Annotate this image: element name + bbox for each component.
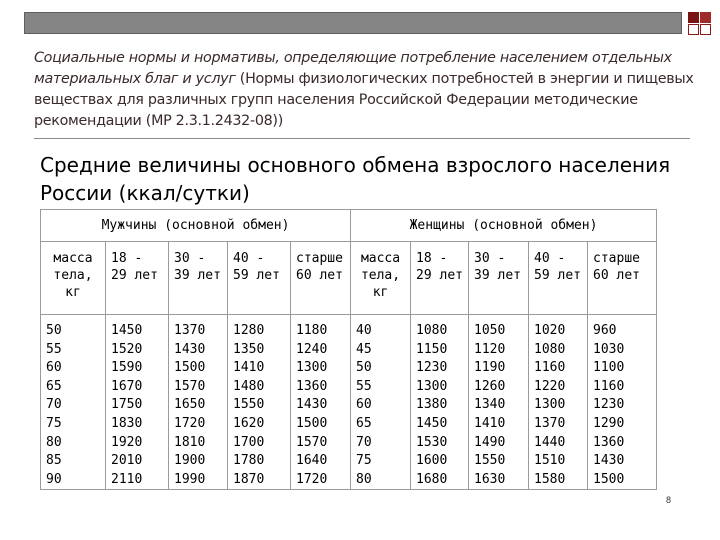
column-header: старше 60 лет bbox=[291, 242, 351, 315]
column-header: масса тела, кг bbox=[351, 242, 411, 315]
women-group-header: Женщины (основной обмен) bbox=[351, 210, 657, 242]
column-header: 18 - 29 лет bbox=[106, 242, 169, 315]
women-30-39-values: 1050 1120 1190 1260 1340 1410 1490 1550 1630 bbox=[469, 315, 529, 490]
page-number: 8 bbox=[666, 495, 672, 505]
men-30-39-values: 1370 1430 1500 1570 1650 1720 1810 1900 1990 bbox=[169, 315, 228, 490]
column-header: 30 - 39 лет bbox=[169, 242, 228, 315]
slide-top-bar bbox=[24, 12, 682, 34]
column-header: масса тела, кг bbox=[41, 242, 106, 315]
decor-square bbox=[700, 24, 711, 35]
men-group-header: Мужчины (основной обмен) bbox=[41, 210, 351, 242]
column-header: старше 60 лет bbox=[588, 242, 657, 315]
page-title: Средние величины основного обмена взрослого населения России (ккал/сутки) bbox=[40, 153, 671, 205]
metabolism-table bbox=[40, 209, 657, 490]
women-60plus-values: 960 1030 1100 1160 1230 1290 1360 1430 1500 bbox=[588, 315, 657, 490]
decor-square bbox=[700, 12, 711, 23]
decor-square bbox=[688, 24, 699, 35]
men-40-59-values: 1280 1350 1410 1480 1550 1620 1700 1780 1870 bbox=[228, 315, 291, 490]
men-mass-values: 50 55 60 65 70 75 80 85 90 bbox=[41, 315, 106, 490]
column-header: 30 - 39 лет bbox=[469, 242, 529, 315]
intro-italic: Социальные нормы и нормативы, определяющие потребление населением отдельных материальных благ и услуг bbox=[34, 50, 672, 87]
table-row bbox=[41, 315, 657, 490]
men-18-29-values: 1450 1520 1590 1670 1750 1830 1920 2010 2110 bbox=[106, 315, 169, 490]
women-mass-values: 40 45 50 55 60 65 70 75 80 bbox=[351, 315, 411, 490]
column-header: 40 - 59 лет bbox=[228, 242, 291, 315]
column-header: 40 - 59 лет bbox=[529, 242, 588, 315]
intro-rest: (Нормы физиологических потребностей в энергии и пищевых веществах для различных групп населения Российской Федерации методические рекомендации (МР 2.3.1.2432-08)) bbox=[34, 71, 694, 129]
men-60plus-values: 1180 1240 1300 1360 1430 1500 1570 1640 1720 bbox=[291, 315, 351, 490]
decor-square bbox=[688, 12, 699, 23]
column-header: 18 - 29 лет bbox=[411, 242, 469, 315]
women-40-59-values: 1020 1080 1160 1220 1300 1370 1440 1510 1580 bbox=[529, 315, 588, 490]
women-18-29-values: 1080 1150 1230 1300 1380 1450 1530 1600 1680 bbox=[411, 315, 469, 490]
intro-text bbox=[34, 48, 698, 132]
divider bbox=[34, 138, 690, 139]
